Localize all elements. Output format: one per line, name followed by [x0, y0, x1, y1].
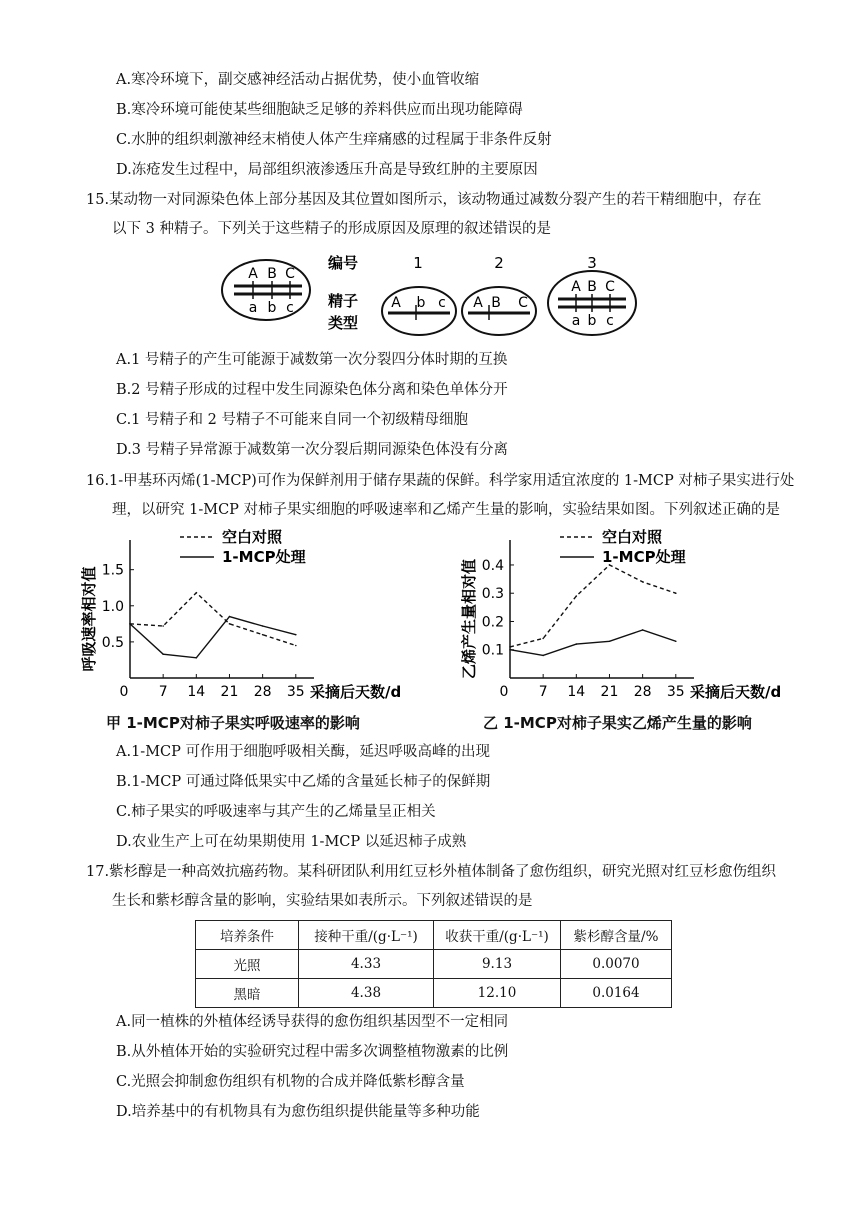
x-axis-label: 采摘后天数/d: [690, 683, 782, 701]
q17-option-d: D.培养基中的有机物具有为愈伤组织提供能量等多种功能: [116, 1104, 480, 1120]
chart-caption-ethylene: 乙 1-MCP对柿子果实乙烯产生量的影响: [483, 714, 752, 732]
table-cell: 9.13: [434, 950, 561, 979]
data-point: [196, 592, 198, 594]
data-point: [509, 649, 511, 651]
q17-option-a: A.同一植株的外植体经诱导获得的愈伤组织基因型不一定相同: [116, 1014, 509, 1030]
legend-label: 空白对照: [222, 528, 283, 546]
sperm-3-gene-a: a: [571, 313, 581, 329]
q17-stem-line1: 17.紫杉醇是一种高效抗癌药物。某科研团队利用红豆杉外植体制备了愈伤组织，研究光照对红豆杉愈伤组织: [86, 864, 777, 880]
y-tick-label: 0.1: [481, 642, 504, 659]
chart-caption-respiration: 甲 1-MCP对柿子果实呼吸速率的影响: [106, 714, 360, 732]
q17-stem-line2: 生长和紫杉醇含量的影响，实验结果如表所示。下列叙述错误的是: [112, 893, 533, 909]
data-point: [675, 640, 677, 642]
table-cell: 黑暗: [196, 979, 299, 1008]
y-tick-label: 1.5: [101, 562, 124, 579]
x-tick-label: 7: [538, 684, 548, 700]
q15-option-a: A.1 号精子的产生可能源于减数第一次分裂四分体时期的互换: [116, 352, 508, 368]
y-tick-label: 0.3: [481, 586, 504, 603]
parent-gene-A: A: [248, 266, 258, 282]
x-tick-label: 35: [666, 684, 685, 700]
q17-data-table: [195, 920, 672, 1008]
sperm-1-gene-A: A: [391, 295, 401, 311]
data-point: [576, 643, 578, 645]
table-cell: 12.10: [434, 979, 561, 1008]
q16-option-a: A.1-MCP 可作用于细胞呼吸相关酶，延迟呼吸高峰的出现: [116, 744, 491, 760]
x-tick-label: 28: [633, 684, 652, 700]
parent-gene-C: C: [285, 266, 295, 282]
data-point: [295, 645, 297, 647]
y-axis-label: 呼吸速率相对值: [80, 566, 98, 672]
q15-option-b: B.2 号精子形成的过程中发生同源染色体分离和染色单体分开: [116, 382, 508, 398]
sperm-1-gene-c: c: [438, 295, 446, 311]
q16-option-c: C.柿子果实的呼吸速率与其产生的乙烯量呈正相关: [116, 804, 436, 820]
x-tick-label: 21: [220, 684, 239, 700]
table-header-cell: 收获干重/(g·L⁻¹): [434, 921, 561, 950]
sperm-3-gene-c: c: [606, 313, 614, 329]
x-tick-label: 21: [600, 684, 619, 700]
q16-option-b: B.1-MCP 可通过降低果实中乙烯的含量延长柿子的保鲜期: [116, 774, 491, 790]
x-tick-label: 0: [499, 684, 509, 700]
q16-stem-line2: 理，以研究 1-MCP 对柿子果实细胞的呼吸速率和乙烯产生量的影响，实验结果如图。下列叙述正确的是: [112, 502, 781, 518]
chart-ethylene-production: [460, 528, 800, 708]
q16-option-d: D.农业生产上可在幼果期使用 1-MCP 以延迟柿子成熟: [116, 834, 467, 850]
table-cell: 0.0070: [561, 950, 672, 979]
q15-stem-line2: 以下 3 种精子。下列关于这些精子的形成原因及原理的叙述错误的是: [112, 221, 551, 237]
number-3: 3: [587, 254, 597, 272]
data-point: [675, 592, 677, 594]
table-header-cell: 紫杉醇含量/%: [561, 921, 672, 950]
sperm-3-gene-B: B: [587, 279, 597, 295]
q14-option-b: B.寒冷环境可能使某些细胞缺乏足够的养料供应而出现功能障碍: [116, 102, 523, 118]
sperm-2-gene-A: A: [473, 295, 483, 311]
data-point: [229, 623, 231, 625]
y-axis-label: 乙烯产生量相对值: [460, 558, 478, 680]
data-point: [129, 623, 131, 625]
sperm-2-gene-C: C: [518, 295, 528, 311]
data-point: [576, 595, 578, 597]
y-tick-label: 0.4: [481, 557, 504, 574]
x-tick-label: 35: [286, 684, 305, 700]
data-point: [295, 634, 297, 636]
label-sperm-type-1: 精子: [328, 292, 359, 310]
table-cell: 0.0164: [561, 979, 672, 1008]
x-tick-label: 7: [158, 684, 168, 700]
chart-respiration-rate: [80, 528, 425, 708]
table-cell: 4.38: [299, 979, 434, 1008]
table-row: [196, 950, 672, 979]
table-header-row: [196, 921, 672, 950]
x-axis-label: 采摘后天数/d: [310, 683, 402, 701]
parent-gene-B: B: [267, 266, 277, 282]
sperm-2-gene-B: B: [491, 295, 501, 311]
data-point: [542, 638, 544, 640]
series-line-treatment: [510, 630, 676, 655]
parent-gene-c: c: [286, 300, 294, 316]
data-point: [642, 629, 644, 631]
sperm-3-gene-b: b: [587, 313, 597, 329]
x-tick-label: 28: [253, 684, 272, 700]
data-point: [642, 581, 644, 583]
parent-cell: [222, 260, 310, 320]
data-point: [162, 653, 164, 655]
data-point: [262, 625, 264, 627]
y-tick-label: 0.2: [481, 614, 504, 631]
data-point: [229, 616, 231, 618]
sperm-3-gene-A: A: [571, 279, 581, 295]
series-line-control: [510, 565, 676, 647]
sperm-1-gene-b: b: [416, 295, 426, 311]
q15-stem-line1: 15.某动物一对同源染色体上部分基因及其位置如图所示，该动物通过减数分裂产生的若干精细胞中，存在: [86, 192, 762, 208]
q16-stem-line1: 16.1-甲基环丙烯(1-MCP)可作为保鲜剂用于储存果蔬的保鲜。科学家用适宜浓度的 1-MCP 对柿子果实进行处: [86, 473, 795, 489]
y-tick-label: 0.5: [101, 634, 124, 651]
number-1: 1: [413, 254, 423, 272]
x-tick-label: 14: [187, 684, 206, 700]
parent-gene-b: b: [267, 300, 277, 316]
x-tick-label: 0: [119, 684, 129, 700]
table-row: [196, 979, 672, 1008]
label-sperm-type-2: 类型: [328, 314, 359, 332]
number-2: 2: [494, 254, 504, 272]
sperm-3-gene-C: C: [605, 279, 615, 295]
q15-option-c: C.1 号精子和 2 号精子不可能来自同一个初级精母细胞: [116, 412, 468, 428]
legend-label: 1-MCP处理: [602, 548, 686, 566]
q17-option-c: C.光照会抑制愈伤组织有机物的合成并降低紫杉醇含量: [116, 1074, 465, 1090]
data-point: [162, 625, 164, 627]
table-header-cell: 接种干重/(g·L⁻¹): [299, 921, 434, 950]
legend-label: 空白对照: [602, 528, 663, 546]
table-cell: 光照: [196, 950, 299, 979]
table-header-cell: 培养条件: [196, 921, 299, 950]
data-point: [262, 634, 264, 636]
data-point: [509, 646, 511, 648]
q14-option-c: C.水肿的组织刺激神经末梢使人体产生痒痛感的过程属于非条件反射: [116, 132, 552, 148]
q15-chromosome-figure: [220, 248, 640, 348]
label-number: 编号: [328, 254, 359, 272]
legend-label: 1-MCP处理: [222, 548, 306, 566]
table-cell: 4.33: [299, 950, 434, 979]
data-point: [196, 657, 198, 659]
y-tick-label: 1.0: [101, 598, 124, 615]
data-point: [542, 655, 544, 657]
data-point: [609, 640, 611, 642]
q14-option-d: D.冻疮发生过程中，局部组织液渗透压升高是导致红肿的主要原因: [116, 162, 538, 178]
q14-option-a: A.寒冷环境下，副交感神经活动占据优势，使小血管收缩: [116, 72, 480, 88]
parent-gene-a: a: [248, 300, 258, 316]
q15-option-d: D.3 号精子异常源于减数第一次分裂后期同源染色体没有分离: [116, 442, 509, 458]
q17-option-b: B.从外植体开始的实验研究过程中需多次调整植物激素的比例: [116, 1044, 509, 1060]
x-tick-label: 14: [567, 684, 586, 700]
